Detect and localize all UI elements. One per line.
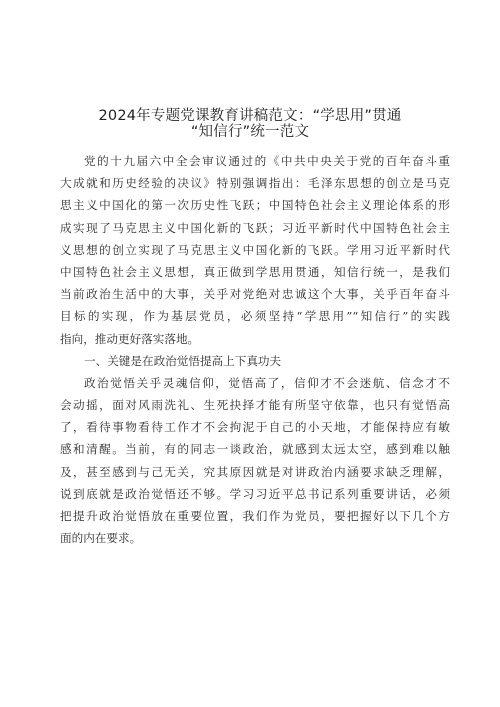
document-title-line-2: “知信行”统一范文 bbox=[190, 124, 310, 140]
text-line: 把提升政治觉悟放在重要位置，我们作为党员，要把握好以下几个方 bbox=[60, 509, 450, 523]
section-heading: 一、关键是在政治觉悟提高上下真功夫 bbox=[84, 353, 282, 368]
text-line: 大成就和历史经验的决议》特别强调指出：毛泽东思想的创立是马克 bbox=[60, 176, 450, 191]
text-line: 当前政治生活中的大事，关乎对党绝对忠诚这个大事，关乎百年奋斗 bbox=[60, 287, 450, 302]
text-line: 义思想的创立实现了马克思主义中国化新的飞跃。学用习近平新时代 bbox=[60, 242, 450, 257]
paragraph-intro bbox=[60, 150, 450, 350]
text-line: 成实现了马克思主义中国化新的飞跃；习近平新时代中国特色社会主 bbox=[60, 220, 450, 235]
text-line: 目标的实现，作为基层党员，必须坚持“学思用”“知信行”的实践 bbox=[60, 309, 450, 324]
paragraph-section-1 bbox=[60, 372, 450, 550]
document-body bbox=[60, 150, 450, 549]
text-line: 思主义中国化的第一次历史性飞跃；中国特色社会主义理论体系的形 bbox=[60, 198, 450, 213]
text-line: 了，看待事物看待工作才不会拘泥于自己的小天地，才能保持应有敏 bbox=[60, 420, 450, 435]
text-line: 会动摇，面对风雨洗礼、生死抉择才能有所坚守依靠，也只有觉悟高 bbox=[60, 398, 450, 413]
document-title-line-1: 2024年专题党课教育讲稿范文：“学思用”贯通 bbox=[98, 108, 402, 124]
text-line: 及，甚至感到与己无关，究其原因就是对讲政治内涵要求缺乏理解， bbox=[60, 464, 450, 479]
text-line: 中国特色社会主义思想，真正做到学思用贯通，知信行统一，是我们 bbox=[60, 264, 450, 279]
text-line: 感和清醒。当前，有的同志一谈政治，就感到太远太空，感到难以触 bbox=[60, 442, 450, 457]
text-line: 面的内在要求。 bbox=[60, 531, 142, 546]
text-line: 党的十九届六中全会审议通过的《中共中央关于党的百年奋斗重 bbox=[84, 154, 450, 168]
text-line: 说到底就是政治觉悟还不够。学习习近平总书记系列重要讲话，必须 bbox=[60, 486, 450, 501]
text-line: 指向，推动更好落实落地。 bbox=[60, 331, 200, 346]
text-line: 政治觉悟关乎灵魂信仰，觉悟高了，信仰才不会迷航、信念才不 bbox=[84, 375, 450, 390]
